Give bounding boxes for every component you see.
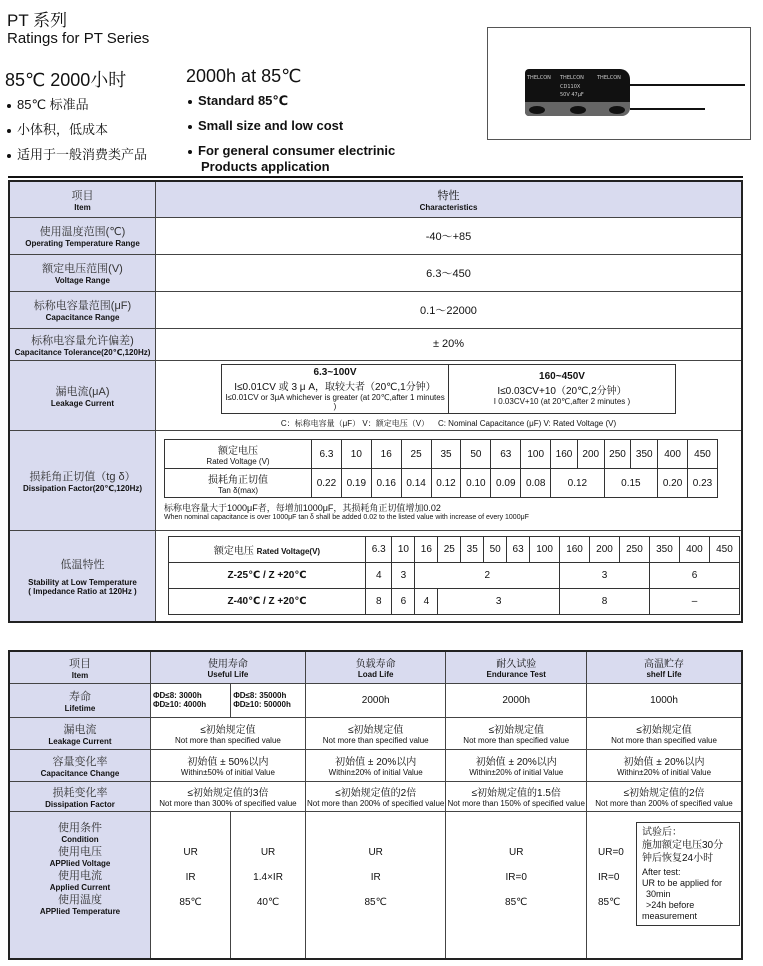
tolerance-value: ± 20% — [156, 328, 743, 360]
life-table: 项目 Item 使用寿命 Useful Life 负载寿命 Load Life 耐久试验 Endurance Test 高温贮存 shelf Life 寿命 Lifetime ΦD≤8: 3000h ΦD≥10: 4000h ΦD≤8: 35000h ΦD≥10: 50000h 2000h 2000h 1000h 漏电流 Leakage Current ≤初始规定值 Not more than specified value ≤初始规定值 Not more than specified value ≤初始规定值 Not more than specified value ≤初始规定值 Not more than specified value 容量变化率 Capacitance Change 初始值 ± 50%以内 Within±50% of initial Value 初始值 ± 20%以内 Within±20% of initial Value 初始值 ± 20%以内 Within±20% of initial Value 初始值 ± 20%以内 Within±20% of initial Value 损耗变化率 Dissipation Factor ≤初始规定值的3倍 Not more than 300% of specified value ≤初始规定值的2倍 Not more than 200% of specified value ≤初始规定值的1.5倍 Not more than 150% of specified value ≤初始规定值的2倍 Not more than 200% of specified value 使用条件 Condition 使用电压 APPlied Voltage 使用电流 Applied Current 使用温度 APPlied Temperature UR IR 85℃ UR 1.4×IR 40℃ UR IR 85℃ UR IR=0 85℃ UR=0 IR=0 85℃ 试验后： 施加额定电压30分 钟后恢复24小时 After test: UR to be applied for 30min >24h before measurement — [8, 650, 743, 960]
bullet-icon — [7, 154, 11, 158]
table-row: 使用温度范围(℃) Operating Temperature Range -40～+85 — [9, 217, 742, 254]
feature-en-1: Standard 85℃ — [188, 93, 288, 109]
feature-cn-1: 85℃ 标准品 — [7, 94, 89, 113]
header-item: 项目 Item — [9, 181, 156, 217]
heading-en: 2000h at 85℃ — [186, 66, 302, 86]
table-row: 容量变化率 Capacitance Change 初始值 ± 50%以内 Within±50% of initial Value 初始值 ± 20%以内 Within±20% of initial Value 初始值 ± 20%以内 Within±20% of initial Value 初始值 ± 20%以内 Within±20% of initial Value — [9, 749, 742, 781]
ratings-table — [8, 180, 743, 623]
table-row: 寿命 Lifetime ΦD≤8: 3000h ΦD≥10: 4000h ΦD≤8: 35000h ΦD≥10: 50000h 2000h 2000h 1000h — [9, 683, 742, 717]
header-characteristics: 特性 Characteristics — [156, 181, 743, 217]
divider — [8, 176, 743, 178]
after-test-note: 试验后： 施加额定电压30分 钟后恢复24小时 After test: UR to be applied for 30min >24h before measurement — [636, 822, 740, 926]
dissipation-row: 损耗角正切值（tg δ） Dissipation Factor(20℃,120Hz) 额定电压 Rated Voltage (V) 6.3 10 16 25 35 50 63 100 160 200 250 350 400 450 损耗角正切值 Tan δ(max) 0.22 0.19 0.16 0.14 0.12 0.10 0.09 0.08 0.12 0.15 0.20 0.23 标称电容量大于1000μF者，每增加1000μF，其损耗角正切值增加0.02 When nominal capacitance is over 1000μF tan δ shall be added 0.02 to the listed value with increase of every 1000μF — [9, 430, 742, 530]
series-title-en: Ratings for PT Series — [7, 30, 150, 47]
bullet-icon — [7, 129, 11, 133]
leakage-row: 漏电流(μA) Leakage Current 6.3~100V I≤0.01CV 或 3 μ A，取较大者（20℃,1分钟） I≤0.01CV or 3μA whichever is greater (at 20℃,after 1 minutes ) 160~450V I≤0.03CV+10（20℃,2分钟） I 0.03CV+10 (at 20℃,after 2 minutes ) C：标称电容量（μF） V：额定电压（V） C: Nominal Capacitance (μF) V: Rated Voltage (V) — [9, 360, 742, 430]
capacitance-range-value: 0.1～22000 — [156, 291, 743, 328]
table-row: 标称电容量范围(μF) Capacitance Range 0.1～22000 — [9, 291, 742, 328]
feature-en-3: For general consumer electrinic — [188, 143, 395, 158]
feature-en-2: Small size and low cost — [188, 118, 343, 133]
bullet-icon — [188, 150, 192, 154]
feature-cn-2: 小体积，低成本 — [7, 119, 108, 138]
capacitor-icon: THELCON THELCON THELCON CD110X 50V 47μF — [525, 69, 630, 116]
table-row: 标称电容量允许偏差) Capacitance Tolerance(20℃,120Hz) ± 20% — [9, 328, 742, 360]
bullet-icon — [7, 104, 11, 108]
bullet-icon — [188, 100, 192, 104]
operating-temp-value: -40～+85 — [156, 217, 743, 254]
table-row: 损耗变化率 Dissipation Factor ≤初始规定值的3倍 Not more than 300% of specified value ≤初始规定值的2倍 Not more than 200% of specified value ≤初始规定值的1.5倍 Not more than 150% of specified value ≤初始规定值的2倍 Not more than 200% of specified value — [9, 781, 742, 811]
feature-en-3b: Products application — [201, 159, 330, 174]
series-title-cn: PT 系列 — [7, 11, 68, 30]
voltage-range-value: 6.3～450 — [156, 254, 743, 291]
condition-row: 使用条件 Condition 使用电压 APPlied Voltage 使用电流 Applied Current 使用温度 APPlied Temperature UR IR 85℃ UR 1.4×IR 40℃ UR IR 85℃ UR IR=0 85℃ UR=0 IR=0 85℃ 试验后： 施加额定电压30分 钟后恢复24小时 After test: UR to be applied for 30min >24h before measurement — [9, 811, 742, 959]
dissipation-subtable: 额定电压 Rated Voltage (V) 6.3 10 16 25 35 50 63 100 160 200 250 350 400 450 损耗角正切值 Tan δ(max) 0.22 0.19 0.16 0.14 0.12 0.10 0.09 0.08 0.12 0.15 0.20 0.23 — [164, 439, 718, 498]
low-temp-row: 低温特性 Stability at Low Temperature ( Impedance Ratio at 120Hz ) 额定电压 Rated Voltage(V) 6.3 10 16 25 35 50 63 100 160 200 250 350 400 450 Z-25℃ / Z +20℃ 4 3 2 3 6 Z-40℃ / Z +20℃ 8 6 4 3 8 – — [9, 530, 742, 622]
table-row: 漏电流 Leakage Current ≤初始规定值 Not more than specified value ≤初始规定值 Not more than specified value ≤初始规定值 Not more than specified value ≤初始规定值 Not more than specified value — [9, 717, 742, 749]
heading-cn: 85℃ 2000小时 — [5, 70, 127, 90]
leakage-subtable: 6.3~100V I≤0.01CV 或 3 μ A，取较大者（20℃,1分钟） I≤0.01CV or 3μA whichever is greater (at 20℃,after 1 minutes ) 160~450V I≤0.03CV+10（20℃,2分钟） I 0.03CV+10 (at 20℃,after 2 minutes ) — [221, 364, 676, 414]
bullet-icon — [188, 125, 192, 129]
low-temp-subtable: 额定电压 Rated Voltage(V) 6.3 10 16 25 35 50 63 100 160 200 250 350 400 450 Z-25℃ / Z +20℃ 4 3 2 3 6 Z-40℃ / Z +20℃ 8 6 4 3 8 – — [168, 536, 740, 615]
feature-cn-3: 适用于一般消费类产品 — [7, 144, 147, 163]
table-row: 额定电压范围(V) Voltage Range 6.3～450 — [9, 254, 742, 291]
capacitor-image — [487, 27, 751, 140]
